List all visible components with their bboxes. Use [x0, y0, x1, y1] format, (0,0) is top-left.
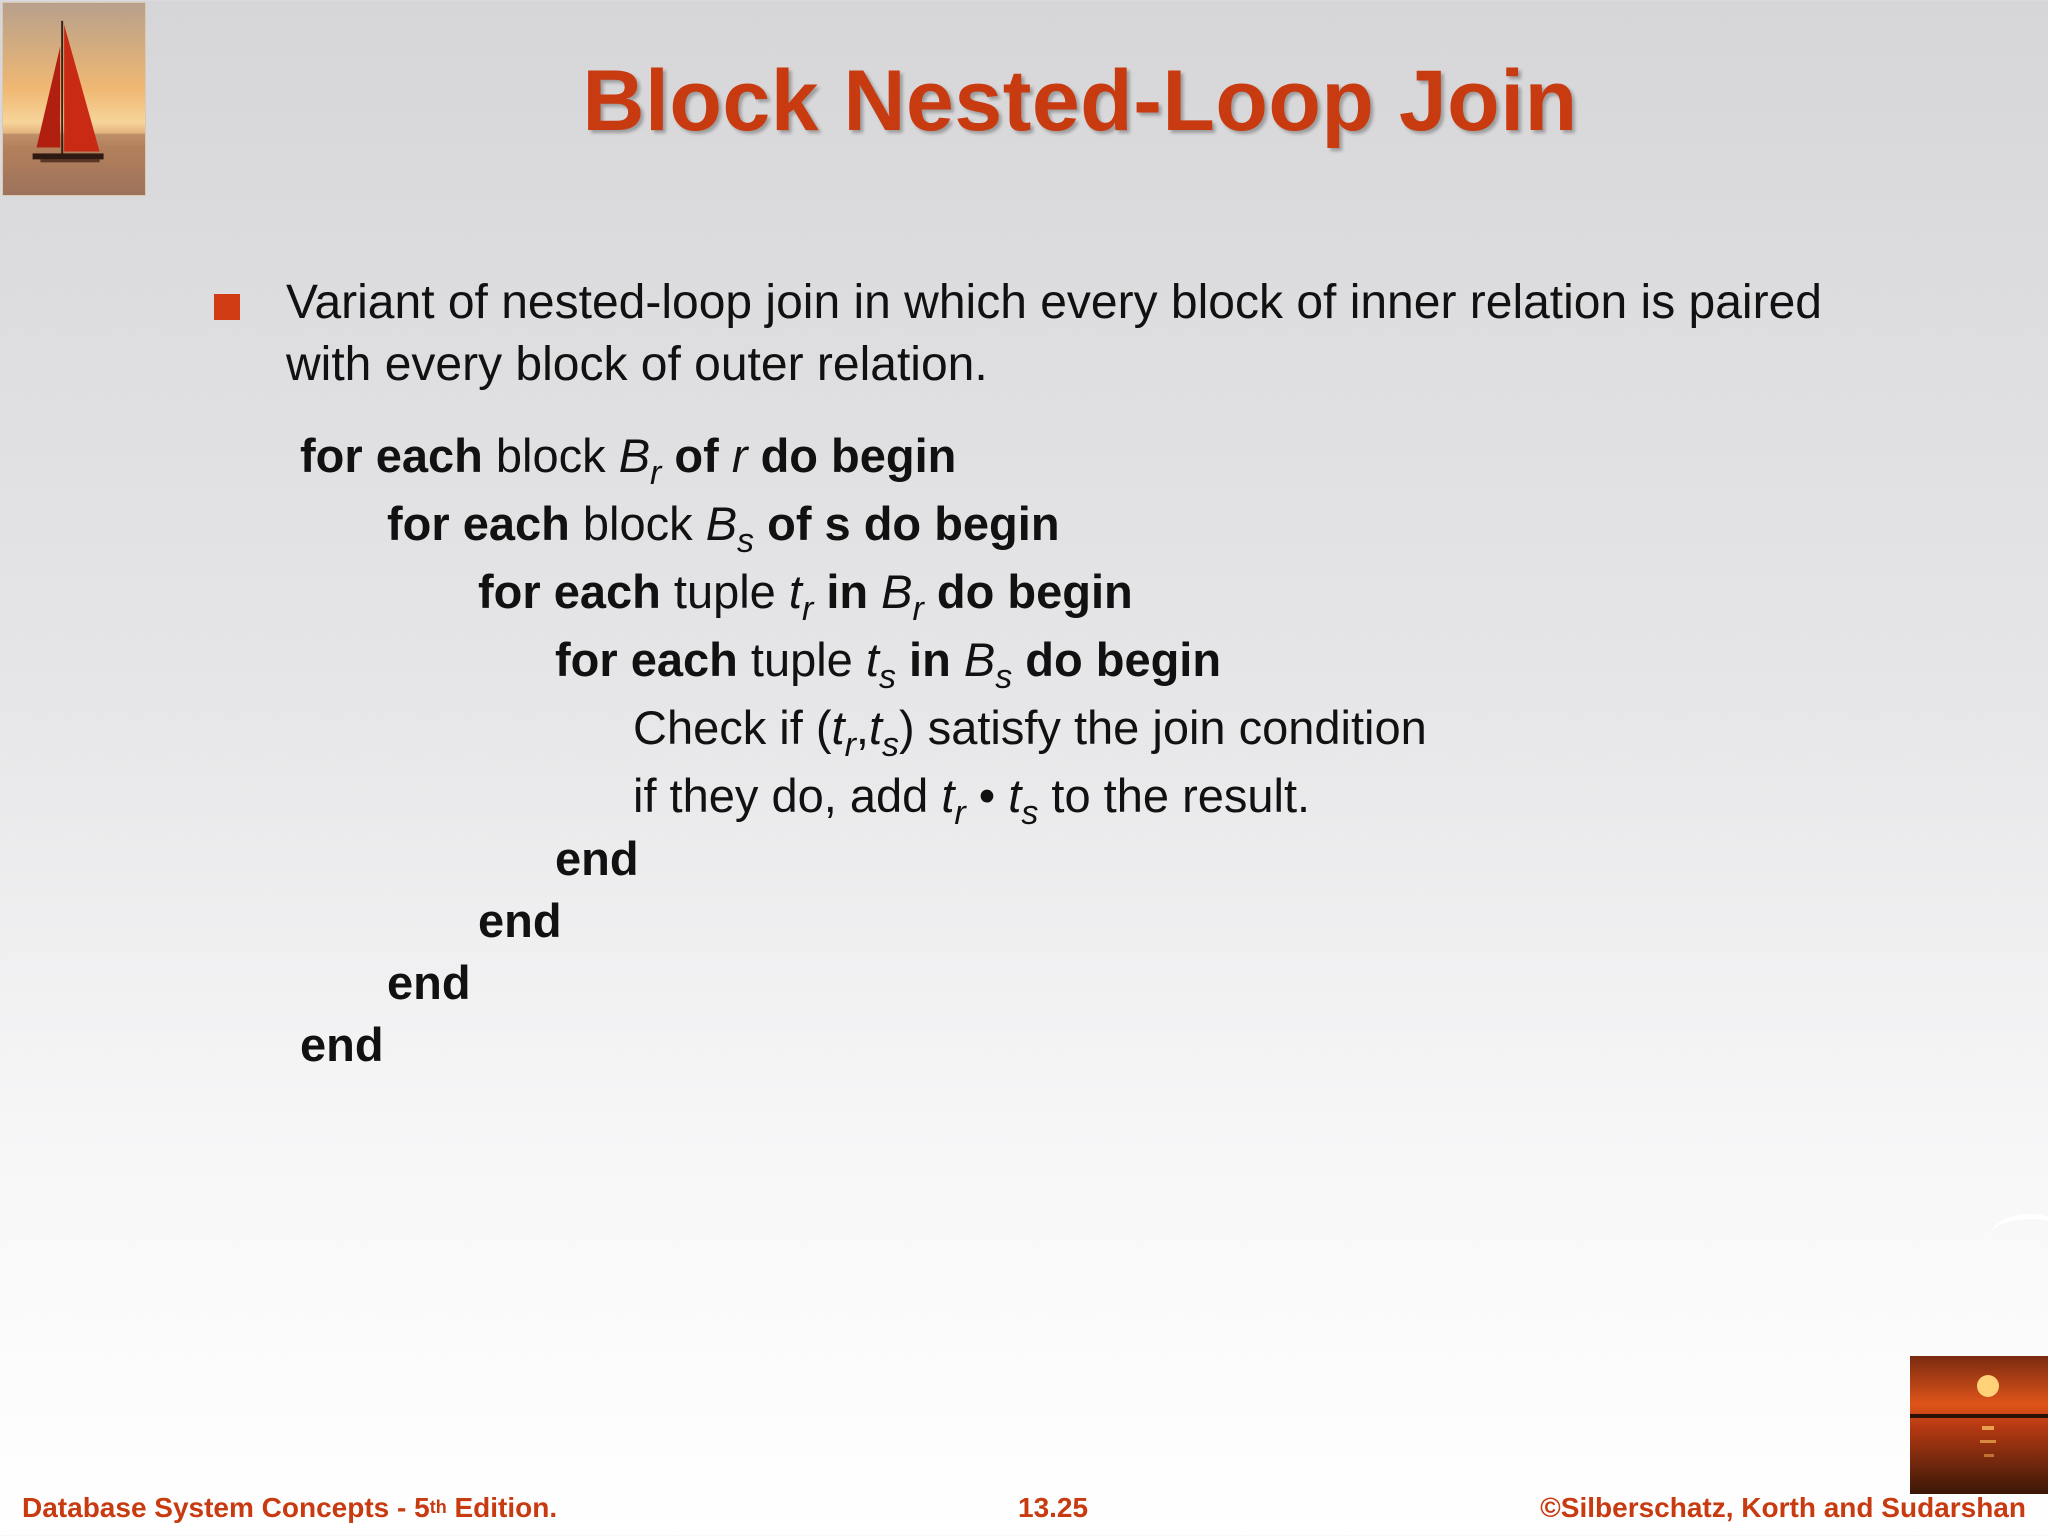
code-line-2: for each block $B_s$ of s do begin	[387, 497, 1060, 560]
code-end-4: end	[555, 832, 639, 885]
slide-title: Block Nested-Loop Join	[582, 53, 1578, 149]
code-line-5: Check if $(t_r,t_s)$ satisfy the join condition	[633, 701, 1427, 764]
sunset-logo-icon	[1910, 1356, 2048, 1494]
code-end-1: end	[300, 1018, 384, 1071]
footer-slide-number: 13.25	[1018, 1492, 1089, 1523]
bullet-text: Variant of nested-loop join in which every block of inner relation is paired with every block of outer relation.	[286, 276, 1822, 391]
footer-book-title: Database System Concepts - 5th Edition.	[22, 1492, 558, 1523]
bullet-square-icon	[214, 294, 240, 320]
code-line-6: if they do, add $t_r$ • $t_s$ to the result.	[633, 769, 1311, 832]
decorative-arc	[1990, 1214, 2048, 1259]
code-end-3: end	[478, 894, 562, 947]
sailboat-logo-icon	[2, 2, 146, 196]
code-end-2: end	[387, 956, 471, 1009]
footer-copyright: ©Silberschatz, Korth and Sudarshan	[1540, 1492, 2026, 1523]
code-line-3: for each tuple $t_r$ in $B_r$ do begin	[478, 565, 1133, 628]
code-line-1: for each block $B_r$ of r do begin	[300, 429, 957, 492]
code-line-4: for each tuple $t_s$ in $B_s$ do begin	[555, 633, 1222, 696]
